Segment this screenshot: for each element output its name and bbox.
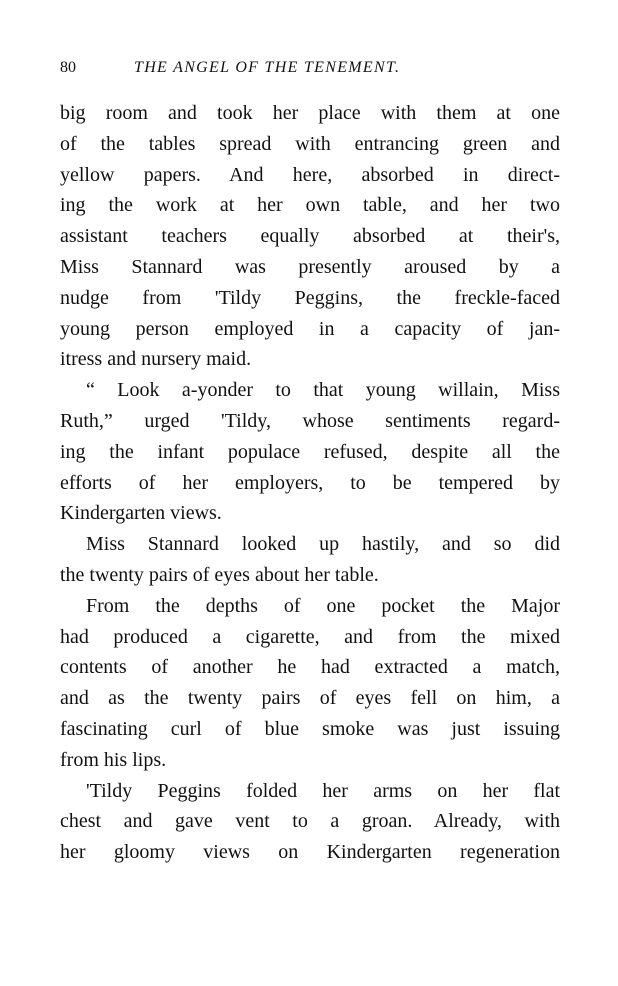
text-line: 'Tildy Peggins folded her arms on her flat: [86, 779, 560, 802]
text-line: fascinating curl of blue smoke was just issuing: [60, 717, 560, 740]
text-line: Miss Stannard was presently aroused by a: [60, 255, 560, 278]
text-line: young person employed in a capacity of jan-: [60, 317, 560, 340]
text-line: ing the infant populace refused, despite all the: [60, 440, 560, 463]
text-line: her gloomy views on Kindergarten regeneration: [60, 841, 560, 864]
text-line: the twenty pairs of eyes about her table.: [60, 563, 379, 586]
text-line: contents of another he had extracted a match,: [60, 656, 560, 679]
text-line: from his lips.: [60, 748, 167, 771]
text-line: chest and gave vent to a groan. Already, with: [60, 810, 560, 833]
text-line: of the tables spread with entrancing green and: [60, 132, 560, 155]
text-line: “ Look a-yonder to that young willain, Miss: [86, 379, 560, 402]
text-line: yellow papers. And here, absorbed in direct-: [60, 163, 560, 186]
text-line: itress and nursery maid.: [60, 348, 252, 371]
page-number: 80: [60, 59, 76, 76]
text-line: and as the twenty pairs of eyes fell on him, a: [60, 687, 560, 710]
body-text: [60, 98, 560, 868]
running-title: THE ANGEL OF THE TENEMENT.: [134, 59, 401, 76]
text-line: From the depths of one pocket the Major: [86, 594, 560, 617]
text-line: ing the work at her own table, and her two: [60, 194, 560, 217]
text-line: nudge from 'Tildy Peggins, the freckle-faced: [60, 286, 560, 309]
text-line: Miss Stannard looked up hastily, and so did: [86, 533, 560, 556]
text-line: had produced a cigarette, and from the mixed: [60, 625, 560, 648]
text-line: Ruth,” urged 'Tildy, whose sentiments regard-: [60, 409, 560, 432]
running-head: [60, 55, 560, 81]
text-line: assistant teachers equally absorbed at their's,: [60, 225, 560, 248]
text-line: Kindergarten views.: [60, 502, 222, 525]
text-line: big room and took her place with them at one: [60, 102, 560, 124]
text-line: efforts of her employers, to be tempered by: [60, 471, 560, 494]
